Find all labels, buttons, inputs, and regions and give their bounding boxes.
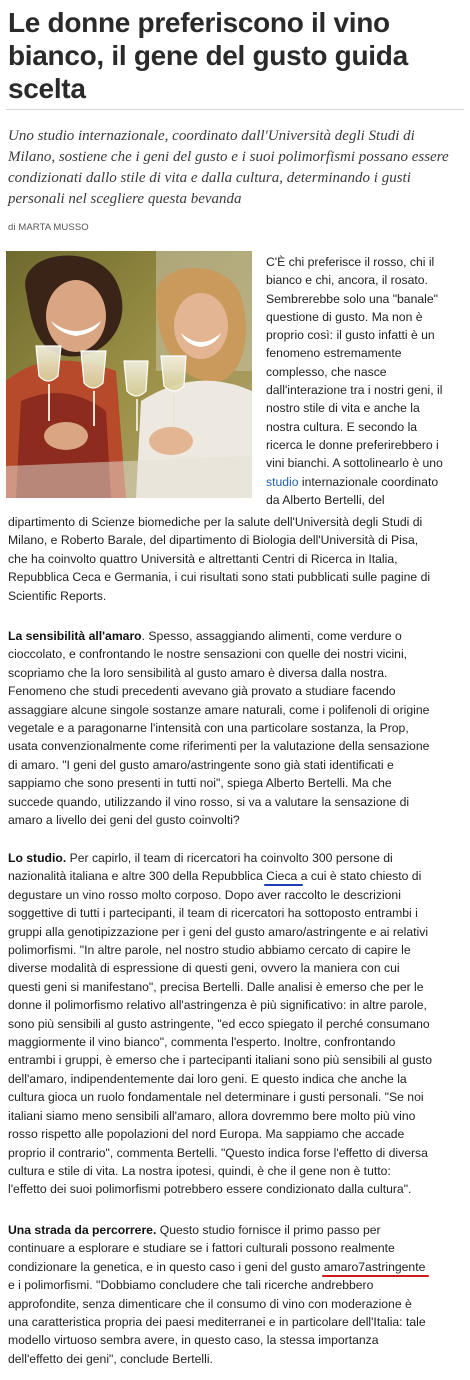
intro-line: dall'interazione tra i nostri geni, il	[266, 383, 443, 398]
paragraph-line: sono più sensibili al gusto astringente, "ed ecco spiegato il perché consumano	[8, 1016, 430, 1031]
intro-line: C'È chi preferisce il rosso, chi il	[266, 255, 435, 269]
paragraph-line: scopriamo che la loro sensibilità al gusto amaro è diversa dalla nostra.	[8, 665, 388, 680]
paragraph-line: amaro a livello dei geni del gusto coinvolti?	[8, 813, 240, 828]
paragraph-line: Scientific Reports.	[8, 588, 107, 603]
paragraph-line: Milano, e Roberto Barale, del dipartimento di Biologia dell'Università di Pisa,	[8, 533, 419, 548]
paragraph-line: rosso rispetto alle popolazioni del nord Europa. Ma sappiamo che accade	[8, 1127, 405, 1142]
intro-line: da Alberto Bertelli, del	[266, 492, 385, 507]
paragraph-line: vegetale e a paragonarne l'intensità con una particolare sostanza, la Prop,	[8, 721, 409, 736]
intro-line: bianco e chi, ancora, il rosato.	[266, 273, 428, 288]
paragraph-line: dell'effetto dei geni", conclude Bertelli.	[8, 1351, 213, 1366]
paragraph-line	[8, 1258, 468, 1276]
intro-line: nostra cultura. E secondo la	[266, 419, 418, 434]
paragraph-line: maggiormente il vino bianco", commenta l'esperto. Inoltre, confrontando	[8, 1035, 396, 1050]
paragraph-line: approfondite, senza dimenticare che il consumo di vino con moderazione è	[8, 1296, 412, 1311]
paragraph-line: diverse modalità di espressione di questi geni, ovvero la maniera con cui	[8, 961, 400, 976]
paragraph-line: Repubblica Ceca e Germania, i cui risultati sono stati pubblicati sulle pagine di	[8, 570, 431, 585]
paragraph-line: modello virtuoso sembra avere, in questo caso, la stessa importanza	[8, 1333, 379, 1348]
paragraph-line: proprio il contrario", commenta Bertelli. "Questo indica forse l'effetto di diversa	[8, 1145, 428, 1160]
paragraph-line: polimorfismi. "In altre parole, nel nostro studio abbiamo cercato di capire le	[8, 943, 411, 958]
paragraph-line: dipartimento di Scienze biomediche per la salute dell'Università degli Studi di	[8, 515, 423, 529]
section-line-rest: Questo studio fornisce il primo passo per	[156, 1223, 381, 1237]
intro-line: Sembrerebbe solo una "banale"	[266, 291, 438, 306]
section-first-line	[8, 1221, 468, 1239]
intro-line-with-link	[266, 473, 466, 491]
section-next-steps	[8, 1221, 468, 1368]
article-photo	[6, 251, 252, 498]
intro-paragraph	[266, 253, 466, 509]
section-line-rest: . Spesso, assaggiando alimenti, come verdure o	[141, 629, 402, 643]
intro-line: ricerca le donne preferirebbero i	[266, 437, 439, 452]
intro-line: proprio così: il gusto infatti è un	[266, 328, 435, 343]
paragraph-line: una caratteristica propria dei paesi mediterranei e in particolare dell'Italia: tale	[8, 1315, 426, 1330]
paragraph-line: degustare un vino rosso molto corposo. Dopo aver raccolto le descrizioni	[8, 887, 401, 902]
paragraph-line	[8, 867, 468, 885]
section-heading: Lo studio.	[8, 851, 67, 865]
highlighted-word-amaro: amaro7astringente	[323, 1259, 426, 1274]
paragraph-line: soggettive di tutti i partecipanti, il team di ricercatori ha sottoposto entrambi i	[8, 906, 418, 921]
paragraph-line: sappiamo che sono presenti in tutti noi", spiega Alberto Bertelli. Ma che	[8, 776, 392, 791]
section-line-rest: Per capirlo, il team di ricercatori ha coinvolto 300 persone di	[66, 851, 393, 865]
study-link[interactable]: studio	[266, 474, 299, 489]
line-segment: nazionalità italiana e altre 300 della Repubblica	[8, 869, 267, 884]
paragraph-line: cultura e stile di vita. La nostra ipotesi, quindi, è che il gene non è tutto:	[8, 1163, 391, 1178]
paragraph-line: dell'amaro, indipendentemente dai loro geni. E questo indica che anche la	[8, 1071, 407, 1086]
line-segment: a cui è stato chiesto di	[300, 869, 422, 884]
paragraph-line: che ha coinvolto quattro Università e altrettanti Centri di Ricerca in Italia,	[8, 551, 398, 566]
paragraph-line: italiani siamo meno sensibili all'amaro, allora dovremmo bere molto più vino	[8, 1108, 416, 1123]
paragraph-line: Fenomeno che studi precedenti avevano già provato a studiare facendo	[8, 684, 396, 699]
paragraph-line: questi geni si manifestano", precisa Bertelli. Dalle analisi è emerso che per le	[8, 979, 424, 994]
paragraph-researchers	[8, 513, 468, 605]
paragraph-line: cioccolato, e confrontando le nostre sensazioni con quelle dei nostri vicini,	[8, 647, 408, 662]
section-heading: Una strada da percorrere.	[8, 1223, 157, 1237]
intro-line: fenomeno estremamente	[266, 346, 402, 361]
headline-divider	[6, 109, 464, 110]
paragraph-line: succede quando, utilizzando il vino rosso, si va a valutare la sensazione di	[8, 794, 410, 809]
paragraph-line: usata convenzionalmente come riferimenti per la valutazione della sensazione	[8, 739, 430, 754]
section-bitterness	[8, 627, 468, 829]
paragraph-line: entrambi i gruppi, è emerso che i partecipanti italiani sono più sensibili al gusto	[8, 1053, 433, 1068]
article-byline: di MARTA MUSSO	[8, 222, 89, 233]
line-segment: condizionare la genetica, e in questo caso i geni del gusto	[8, 1259, 324, 1274]
intro-line: questione di gusto. Ma non è	[266, 309, 423, 324]
section-first-line	[8, 849, 468, 867]
intro-line: complesso, che nasce	[266, 364, 387, 379]
section-heading: La sensibilità all'amaro	[8, 629, 142, 643]
paragraph-line: continuare a esplorare e studiare se i fattori culturali possono realmente	[8, 1241, 395, 1256]
paragraph-line: cultura gioca un ruolo fondamentale nel determinare i gusti personali. "Se noi	[8, 1090, 424, 1105]
paragraph-line: assaggiare alcune singole sostanze amare naturali, come i polifenoli di origine	[8, 702, 430, 717]
section-study	[8, 849, 468, 1199]
intro-line: vini bianchi. A sottolinearlo è uno	[266, 456, 443, 471]
paragraph-line: l'effetto dei suoi polimorfismi potrebbero essere condizionato dalla cultura".	[8, 1182, 412, 1197]
paragraph-line: e i polimorfismi. "Dobbiamo concludere che tali ricerche andrebbero	[8, 1278, 374, 1293]
intro-line-rest: internazionale coordinato	[298, 474, 439, 489]
article-headline: Le donne preferiscono il vino bianco, il gene del gusto guida scelta	[8, 7, 408, 104]
paragraph-line: donne il polimorfismo relativo all'astringenza è più significativo: in altre parole,	[8, 998, 427, 1013]
article-subtitle: Uno studio internazionale, coordinato dall'Università degli Studi di Milano, sostiene che i geni del gusto e i suoi polimorfismi possano essere condizionati dallo stile di vita e dalla cultura, determinando i gusti personali nel scegliere questa bevanda	[8, 128, 449, 207]
intro-line: nostro stile di vita e anche la	[266, 401, 420, 416]
paragraph-line: gruppi alla genotipizzazione per i geni del gusto amaro/astringente e ai relativi	[8, 924, 429, 939]
section-first-line	[8, 627, 468, 645]
highlighted-word-cieca: Cieca	[266, 869, 301, 884]
paragraph-line: di amaro. "I geni del gusto amaro/astringente sono già stati identificati e	[8, 757, 394, 772]
